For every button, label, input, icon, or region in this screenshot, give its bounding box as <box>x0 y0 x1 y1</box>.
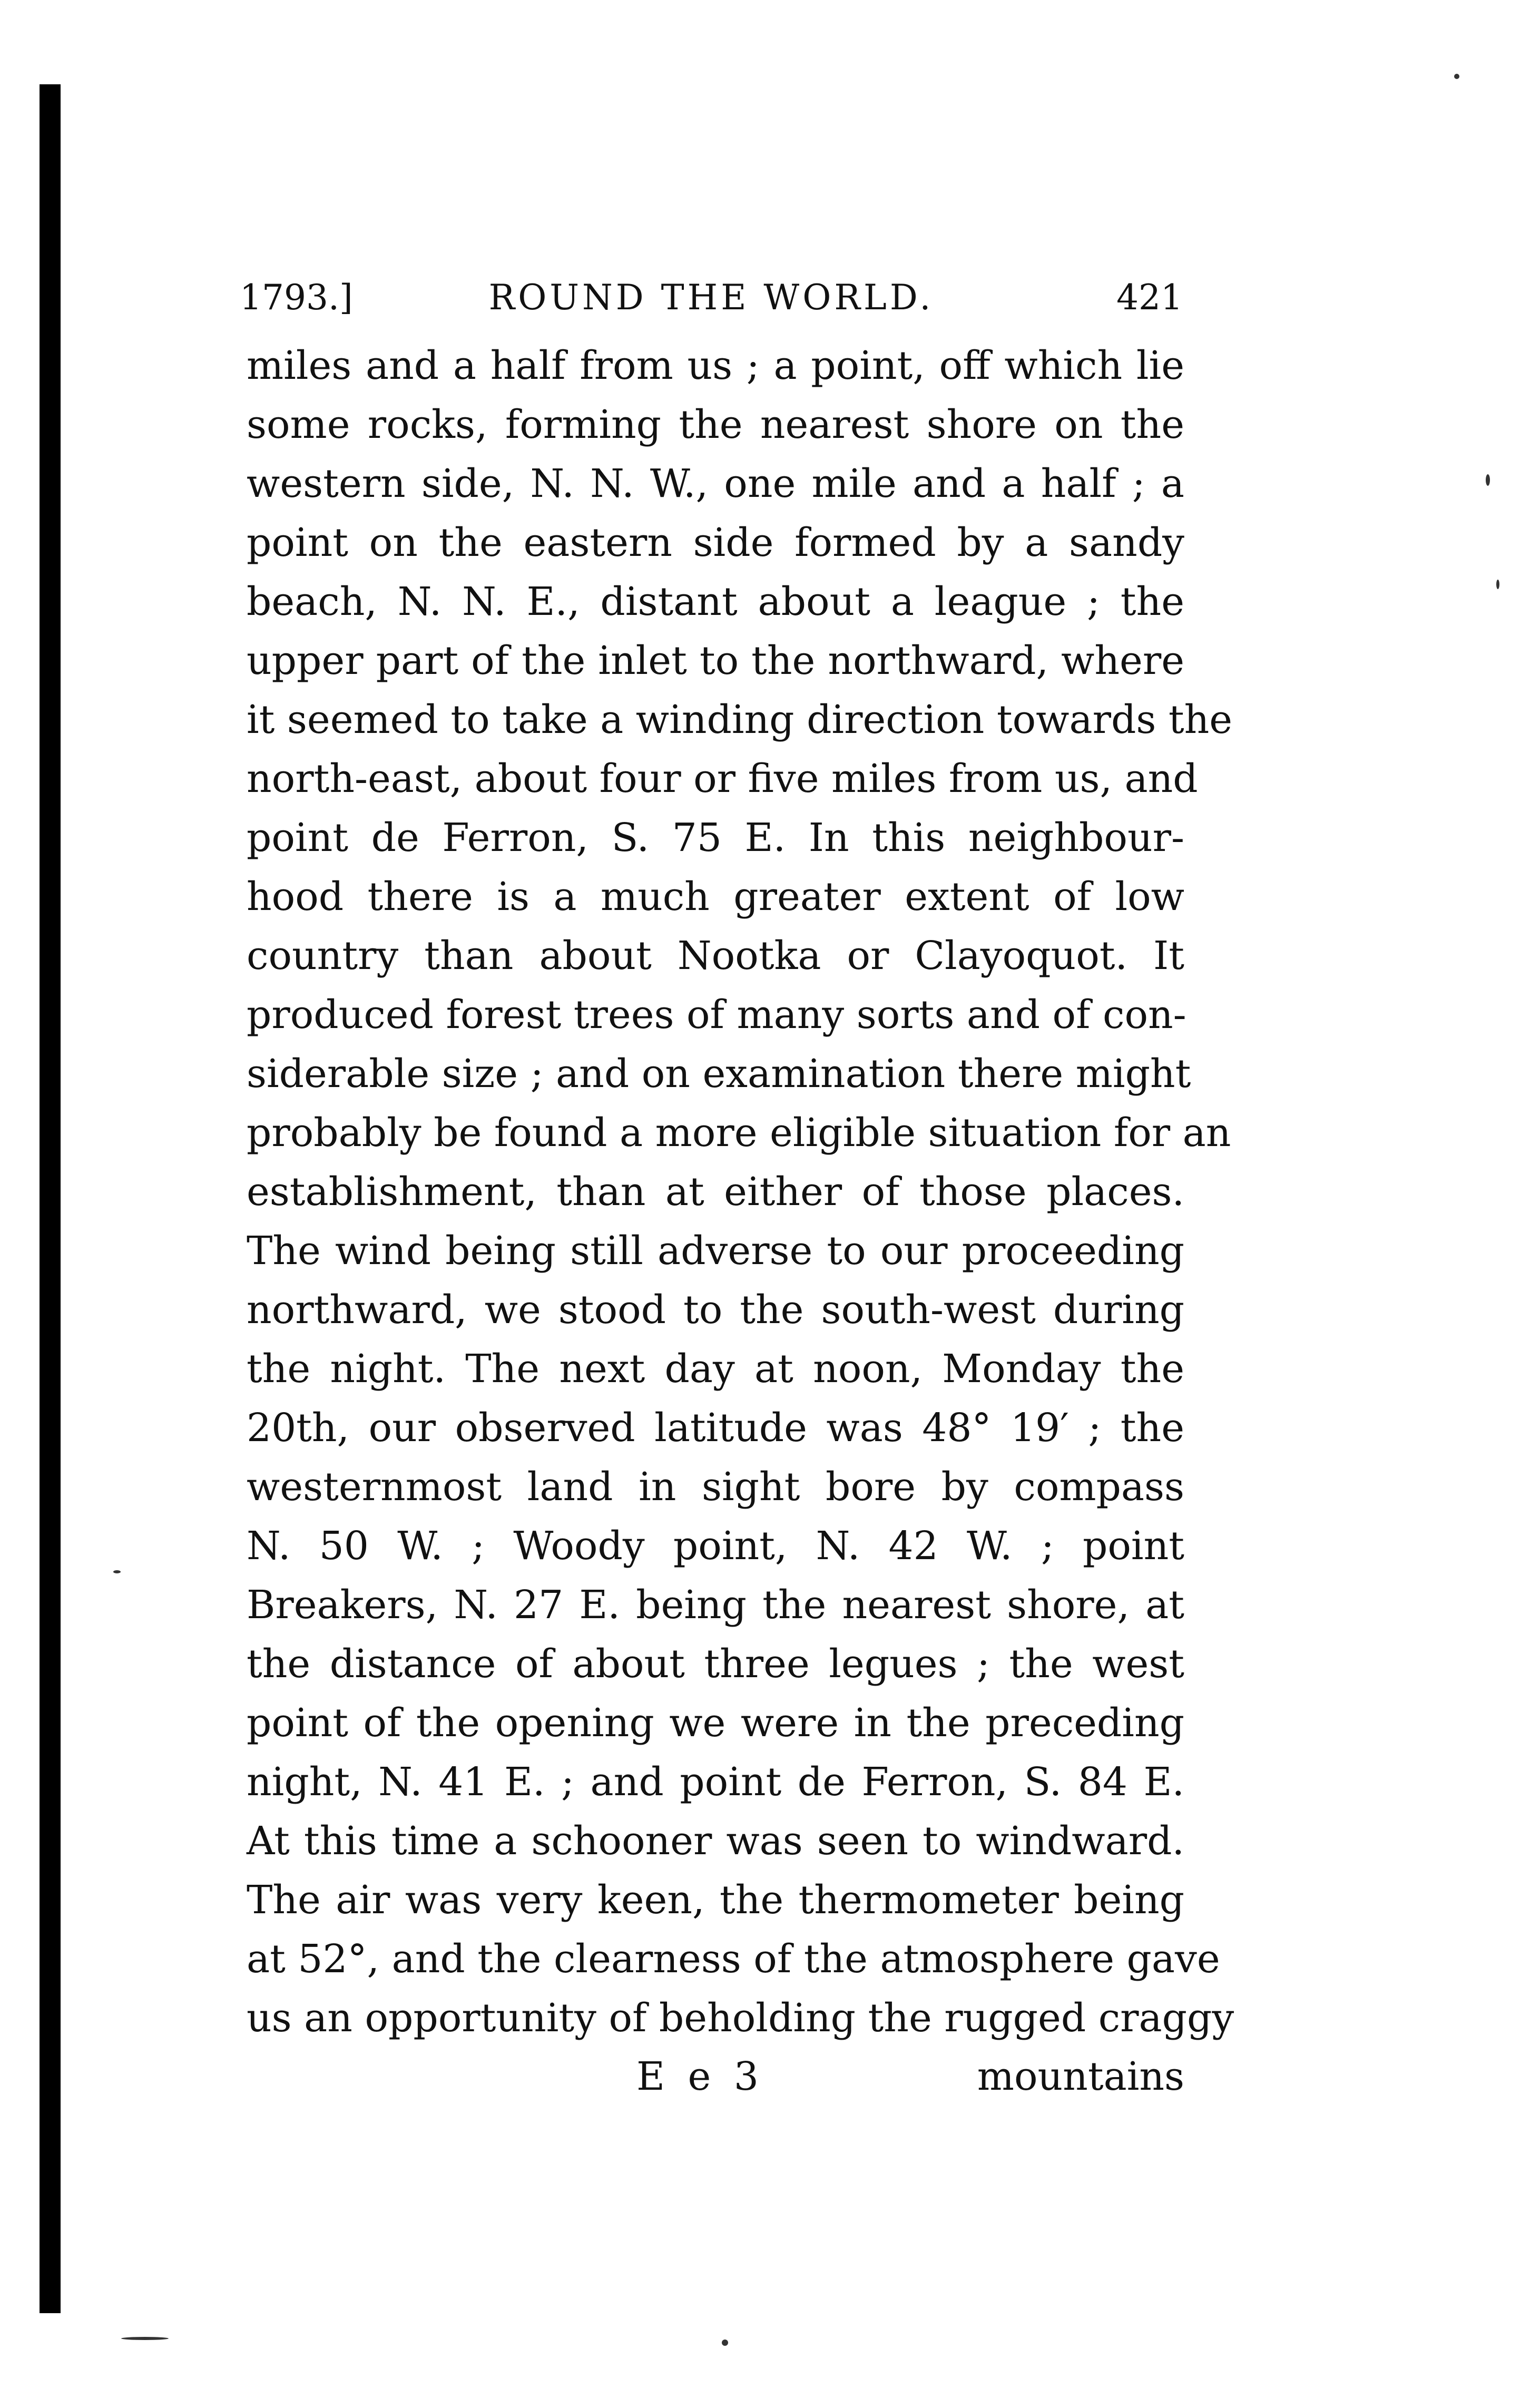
signature-mark: E e 3 <box>636 2054 764 2099</box>
text-line: the night. The next day at noon, Monday the <box>247 1346 1184 1392</box>
scan-speck <box>121 2337 169 2340</box>
text-line: At this time a schooner was seen to windward. <box>247 1818 1184 1864</box>
text-line: upper part of the inlet to the northward, where <box>247 638 1184 683</box>
scan-speck <box>1486 474 1490 486</box>
text-line: hood there is a much greater extent of low <box>247 874 1184 919</box>
text-line: northward, we stood to the south-west during <box>247 1287 1184 1333</box>
text-line: it seemed to take a winding direction towards the <box>247 697 1233 742</box>
text-line: westernmost land in sight bore by compass <box>247 1464 1184 1510</box>
text-line: establishment, than at either of those places. <box>247 1169 1184 1215</box>
text-line: The air was very keen, the thermometer being <box>247 1877 1184 1923</box>
scan-speck <box>1454 74 1459 79</box>
page-number: 421 <box>1116 277 1183 318</box>
text-line: siderable size ; and on examination there might <box>247 1051 1191 1097</box>
text-line: western side, N. N. W., one mile and a half ; a <box>247 461 1184 506</box>
body-text <box>247 336 1234 2048</box>
text-line: beach, N. N. E., distant about a league ; the <box>247 579 1184 624</box>
text-line: point of the opening we were in the preceding <box>247 1700 1184 1746</box>
text-line: night, N. 41 E. ; and point de Ferron, S. 84 E. <box>247 1759 1184 1805</box>
running-title: ROUND THE WORLD. <box>488 277 934 318</box>
text-line: the distance of about three legues ; the west <box>247 1641 1184 1687</box>
text-line: N. 50 W. ; Woody point, N. 42 W. ; point <box>247 1523 1184 1569</box>
header-year: 1793.] <box>240 277 353 318</box>
text-line: The wind being still adverse to our proceeding <box>247 1228 1184 1274</box>
text-line: us an opportunity of beholding the rugged craggy <box>247 1995 1234 2041</box>
scan-speck <box>113 1570 121 1573</box>
page-footer <box>247 2047 1184 2106</box>
text-line: some rocks, forming the nearest shore on the <box>247 402 1184 447</box>
scan-speck <box>722 2340 728 2346</box>
text-line: at 52°, and the clearness of the atmosphere gave <box>247 1936 1220 1982</box>
text-line: produced forest trees of many sorts and of con- <box>247 992 1186 1037</box>
text-line: probably be found a more eligible situation for an <box>247 1110 1231 1156</box>
text-line: 20th, our observed latitude was 48° 19′ ; the <box>247 1405 1184 1451</box>
text-line: point de Ferron, S. 75 E. In this neighbour- <box>247 815 1184 860</box>
text-line: country than about Nootka or Clayoquot. It <box>247 933 1184 978</box>
text-line: Breakers, N. 27 E. being the nearest shore, at <box>247 1582 1184 1628</box>
catchword: mountains <box>977 2054 1184 2099</box>
page-header <box>240 274 1183 321</box>
text-line: north-east, about four or five miles from us, and <box>247 756 1198 801</box>
text-line: miles and a half from us ; a point, off which lie <box>247 343 1184 388</box>
text-line: point on the eastern side formed by a sandy <box>247 520 1184 565</box>
scan-speck <box>1496 580 1499 589</box>
page-binding-edge <box>40 84 61 2313</box>
